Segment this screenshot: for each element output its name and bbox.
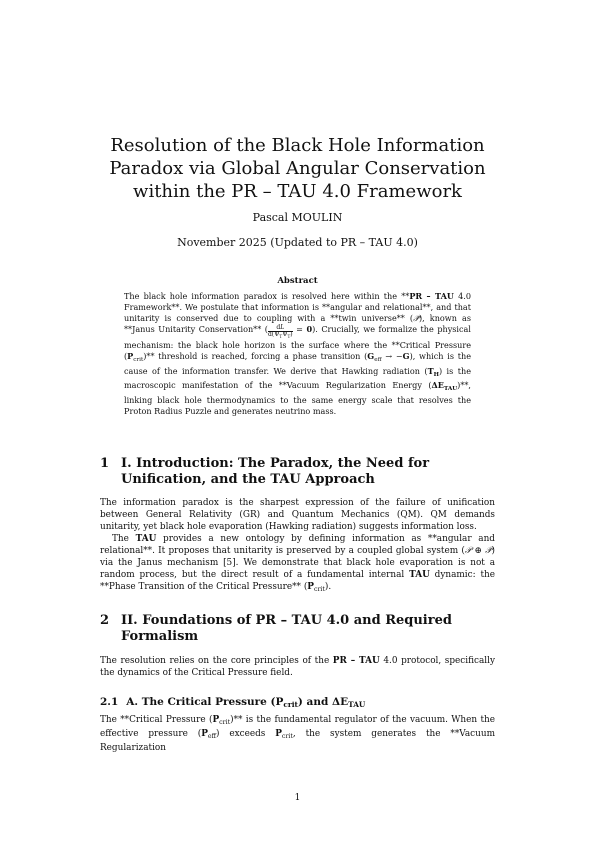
- section-number: 1: [100, 456, 110, 471]
- paper-title: [100, 134, 495, 203]
- paragraph: The resolution relies on the core principles of the PR – TAU 4.0 protocol, specifically the dynamics of the Critical Pressure field.: [100, 656, 495, 678]
- subsection-number: 2.1: [100, 696, 119, 708]
- abstract-heading: Abstract: [277, 276, 318, 286]
- paragraph: The **Critical Pressure $(P_{crit})**$ is the fundamental regulator of the vacuum. When the effective pressure $(P_{eff})$ exceeds $P_{crit}$, the system generates the **Vacuum Regularization: [100, 715, 495, 753]
- abstract-text: The black hole information paradox is resolved here within the **PR – TAU 4.0 Framework**. We postulate that information is **angular and relational**, and that unitarity is conserved due to coupling with a **twin universe** (𝒫̄), known as **Janus Unitarity Conservation** ( $\frac{dL}{d(\Psi_T\Psī_T)}$ = 0). Crucially, we formalize the physical mechanism: the black hole horizon is the surface where the **Critical Pressure $(P_{crit})**$ threshold is reached, forcing a phase transition $(G_{eff} \to -G)$, which is the cause of the information transfer. We derive that Hawking radiation $(T_H)$ is the macroscopic manifestation of the **Vacuum Regularization Energy $(\Delta E_{TAU})**$, linking black hole thermodynamics to the same energy scale that resolves the Proton Radius Puzzle and generates neutrino mass.: [124, 291, 471, 417]
- paragraph: The information paradox is the sharpest expression of the failure of unification between General Relativity (GR) and Quantum Mechanics (QM). QM demands unitarity, yet black hole evaporation (Hawking radiation) suggests information loss.: [100, 498, 495, 532]
- title-line: within the PR – TAU 4.0 Framework: [133, 181, 462, 202]
- section-heading-1: [100, 456, 495, 488]
- paragraph: The TAU provides a new ontology by defining information as **angular and relational**. It proposes that unitarity is preserved by a coupled global system (𝒫 ⊕ 𝒫̄) via the Janus mechanism [5]. We demonstrate that black hole evaporation is not a random process, but the direct result of a fundamental internal TAU dynamic: the **Phase Transition of the Critical Pressure** $(P_{crit})$.: [100, 534, 495, 593]
- date: November 2025 (Updated to PR – TAU 4.0): [177, 236, 418, 249]
- title-line: Paradox via Global Angular Conservation: [109, 158, 486, 179]
- section-title: I. Introduction: The Paradox, the Need for Unification, and the TAU Approach: [121, 456, 430, 487]
- author: Pascal MOULIN: [252, 211, 343, 224]
- section-heading-2: [100, 613, 495, 645]
- page-number: 1: [294, 793, 301, 803]
- section-title: II. Foundations of PR – TAU 4.0 and Required Formalism: [121, 613, 452, 644]
- section-number: 2: [100, 613, 110, 628]
- title-line: Resolution of the Black Hole Information: [110, 135, 485, 156]
- subsection-heading: [100, 696, 495, 709]
- subsection-title: A. The Critical Pressure $(P_{crit})$ and $\Delta E_{TAU}$: [126, 696, 366, 709]
